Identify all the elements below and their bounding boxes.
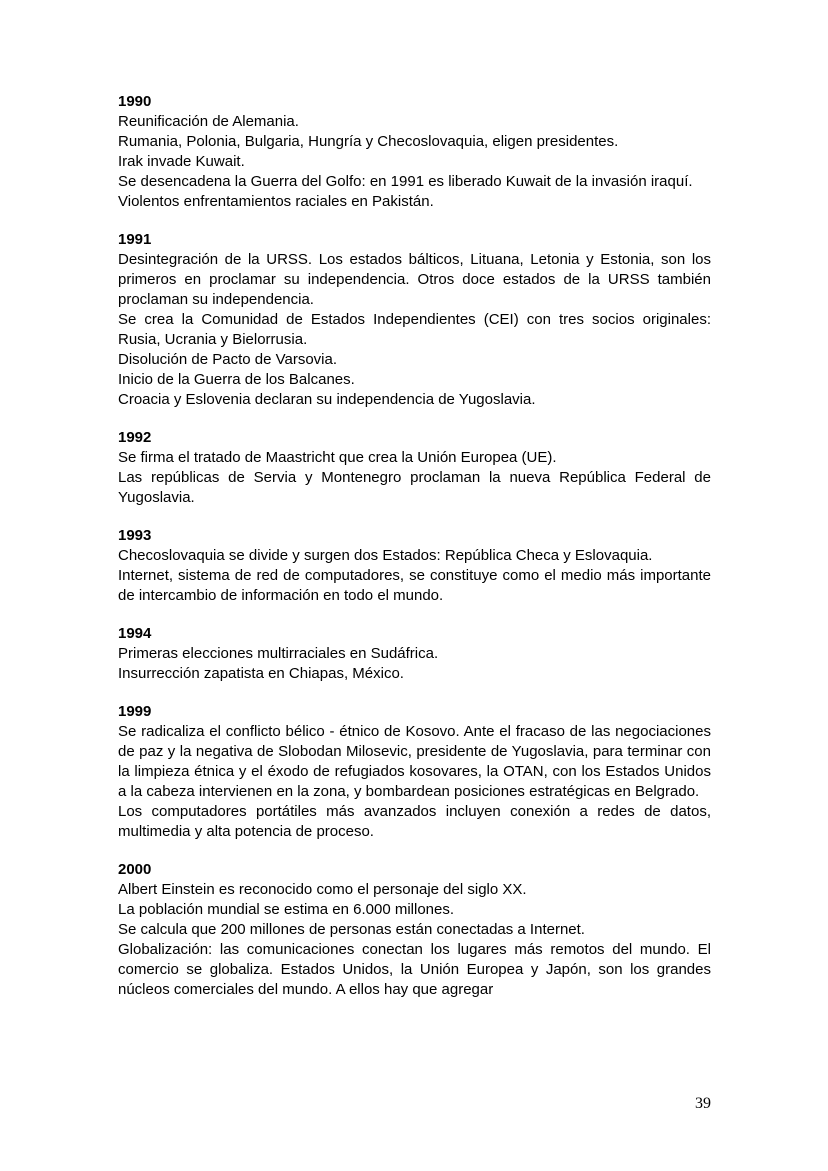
year-heading: 1992	[118, 429, 152, 446]
event-paragraph: Inicio de la Guerra de los Balcanes.	[118, 371, 355, 388]
event-paragraph: La población mundial se estima en 6.000 millones.	[118, 901, 455, 918]
event-paragraph: Se crea la Comunidad de Estados Independientes (CEI) con tres socios originales: Rusia, Ucrania y Bielorrusia.	[118, 311, 711, 348]
event-paragraph: Checoslovaquia se divide y surgen dos Estados: República Checa y Eslovaquia.	[118, 547, 653, 564]
year-section-1991	[118, 230, 711, 410]
year-heading: 1999	[118, 703, 152, 720]
year-heading: 1993	[118, 527, 152, 544]
event-paragraph: Se firma el tratado de Maastricht que crea la Unión Europea (UE).	[118, 449, 557, 466]
year-section-1992	[118, 428, 711, 508]
event-paragraph: Irak invade Kuwait.	[118, 153, 245, 170]
event-paragraph: Se radicaliza el conflicto bélico - étnico de Kosovo. Ante el fracaso de las negociaciones de paz y la negativa de Slobodan Milosevic, presidente de Yugoslavia, para terminar con la limpieza étnica y el éxodo de refugiados kosovares, la OTAN, con los Estados Unidos a la cabeza intervienen en la zona, y bombardean posiciones estratégicas en Belgrado.	[118, 723, 711, 800]
year-heading: 1991	[118, 231, 152, 248]
event-paragraph: Los computadores portátiles más avanzados incluyen conexión a redes de datos, multimedia y alta potencia de proceso.	[118, 803, 711, 840]
year-section-1999	[118, 702, 711, 842]
event-paragraph: Disolución de Pacto de Varsovia.	[118, 351, 338, 368]
year-section-2000	[118, 860, 711, 1000]
event-paragraph: Las repúblicas de Servia y Montenegro proclaman la nueva República Federal de Yugoslavia.	[118, 469, 711, 506]
event-paragraph: Croacia y Eslovenia declaran su independencia de Yugoslavia.	[118, 391, 536, 408]
event-paragraph: Violentos enfrentamientos raciales en Pakistán.	[118, 193, 434, 210]
year-heading: 1994	[118, 625, 152, 642]
year-section-1990	[118, 92, 711, 212]
event-paragraph: Reunificación de Alemania.	[118, 113, 299, 130]
event-paragraph: Albert Einstein es reconocido como el personaje del siglo XX.	[118, 881, 527, 898]
timeline-content	[118, 92, 711, 1000]
event-paragraph: Desintegración de la URSS. Los estados bálticos, Lituana, Letonia y Estonia, son los primeros en proclamar su independencia. Otros doce estados de la URSS también proclaman su independencia.	[118, 251, 711, 308]
event-paragraph: Globalización: las comunicaciones conectan los lugares más remotos del mundo. El comercio se globaliza. Estados Unidos, la Unión Europea y Japón, son los grandes núcleos comerciales del mundo. A ellos hay que agregar	[118, 941, 711, 998]
event-paragraph: Primeras elecciones multirraciales en Sudáfrica.	[118, 645, 439, 662]
year-heading: 2000	[118, 861, 152, 878]
year-section-1994	[118, 624, 711, 684]
year-section-1993	[118, 526, 711, 606]
event-paragraph: Rumania, Polonia, Bulgaria, Hungría y Checoslovaquia, eligen presidentes.	[118, 133, 619, 150]
year-heading: 1990	[118, 93, 152, 110]
event-paragraph: Insurrección zapatista en Chiapas, México.	[118, 665, 404, 682]
event-paragraph: Se calcula que 200 millones de personas están conectadas a Internet.	[118, 921, 585, 938]
page-number: 39	[695, 1095, 711, 1112]
event-paragraph: Internet, sistema de red de computadores, se constituye como el medio más importante de intercambio de información en todo el mundo.	[118, 567, 711, 604]
event-paragraph: Se desencadena la Guerra del Golfo: en 1991 es liberado Kuwait de la invasión iraquí.	[118, 173, 693, 190]
